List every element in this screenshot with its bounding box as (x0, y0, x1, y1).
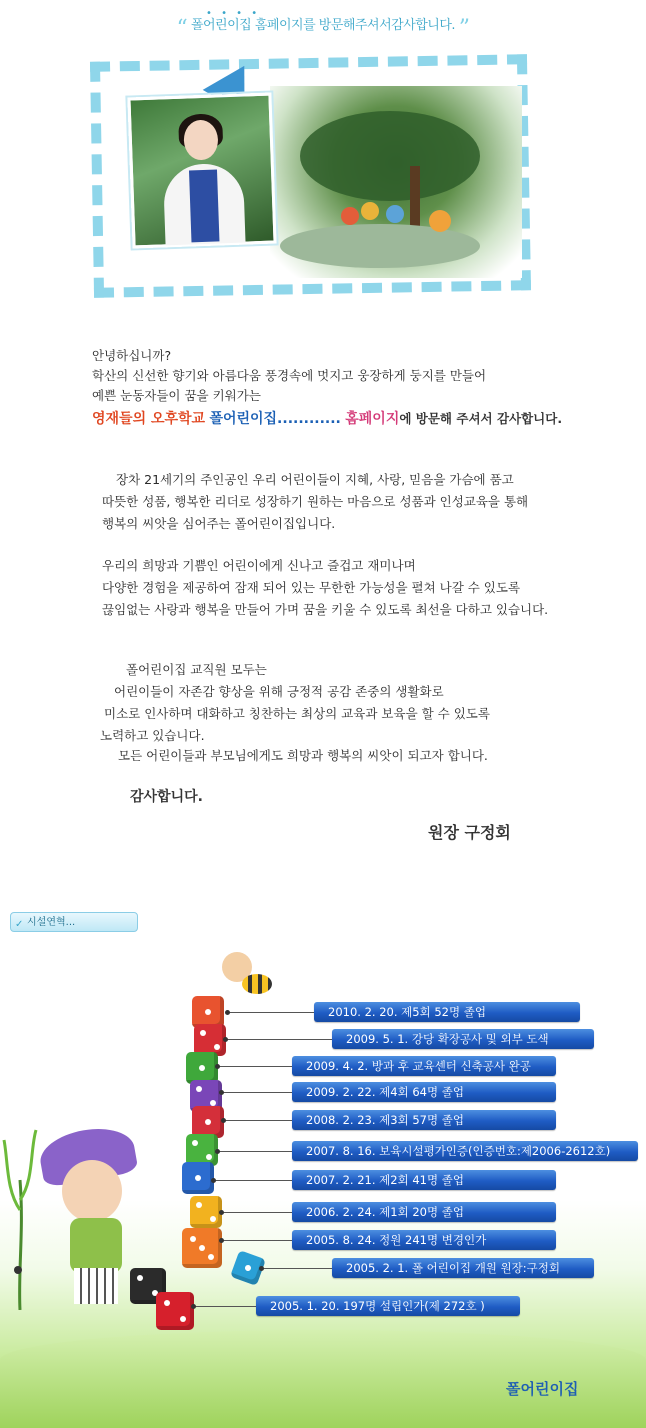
highlight-homepage: 홈페이지 (345, 411, 400, 427)
connector-1 (228, 1012, 314, 1013)
history-item-2: 2009. 5. 1. 강당 확장공사 및 외부 도색 (332, 1029, 594, 1049)
connector-4 (222, 1092, 292, 1093)
banner-title (0, 14, 646, 41)
open-quote-icon: “ (176, 16, 188, 41)
highlight-school: 영재들의 오후학교 (92, 411, 206, 427)
connector-7 (214, 1180, 292, 1181)
greeting-line-1: 안녕하십니까? (92, 348, 172, 363)
history-section-label (10, 912, 138, 932)
photo-face (183, 119, 218, 160)
para3-line-3: 미소로 인사하며 대화하고 칭찬하는 최상의 교육과 보육을 할 수 있도록 (104, 706, 490, 721)
die-orange-big (182, 1228, 222, 1268)
history-item-7: 2007. 2. 21. 제2회 41명 졸업 (292, 1170, 556, 1190)
photo-shirt (189, 169, 219, 242)
para2-line-3: 끊임없는 사랑과 행복을 만들어 가며 꿈을 키울 수 있도록 최선을 다하고 있습니다. (102, 602, 549, 617)
para1-line-2: 따뜻한 성품, 행복한 리더로 성장하기 원하는 마음으로 성품과 인성교육을 통해 (102, 494, 529, 509)
connector-3 (218, 1066, 292, 1067)
garden-illustration (270, 86, 522, 278)
connector-6 (218, 1151, 292, 1152)
greeting-line-3: 예쁜 눈동자들이 꿈을 키워가는 (92, 388, 261, 403)
para3-line-2: 어린이들이 자존감 향상을 위해 긍정적 공감 존중의 생활화로 (114, 684, 444, 699)
kid-body (70, 1218, 122, 1273)
history-item-1: 2010. 2. 20. 제5회 52명 졸업 (314, 1002, 580, 1022)
para2-line-1: 우리의 희망과 기쁨인 어린이에게 신나고 즐겁고 재미나며 (102, 558, 416, 573)
greeting-line-2: 학산의 신선한 향기와 아름다움 풍경속에 멋지고 웅장하게 둥지를 만들어 (92, 368, 487, 383)
history-item-3: 2009. 4. 2. 방과 후 교육센터 신축공사 완공 (292, 1056, 556, 1076)
banner-dots: • • • • (206, 8, 261, 19)
history-item-4: 2009. 2. 22. 제4회 64명 졸업 (292, 1082, 556, 1102)
die-red-big (156, 1292, 194, 1330)
connector-10 (262, 1268, 332, 1269)
plant-illustration (0, 1120, 40, 1310)
history-label-text: 시설연혁... (27, 917, 76, 928)
history-item-6: 2007. 8. 16. 보육시설평가인증(인증번호:제2006-2612호) (292, 1141, 638, 1161)
history-item-8: 2006. 2. 24. 제1회 20명 졸업 (292, 1202, 556, 1222)
connector-9 (222, 1240, 292, 1241)
history-item-5: 2008. 2. 23. 제3회 57명 졸업 (292, 1110, 556, 1130)
para1-line-1: 장차 21세기의 주인공인 우리 어린이들이 지혜, 사랑, 믿음을 가슴에 품고 (116, 472, 514, 487)
para3-line-1: 폴어린이집 교직원 모두는 (126, 662, 267, 677)
banner-title-text: 폴어린이집 홈페이지를 방문해주셔서감사합니다. (190, 18, 456, 33)
para1-line-3: 행복의 씨앗을 심어주는 폴어린이집입니다. (102, 516, 336, 531)
director-photo (127, 93, 276, 249)
history-item-9: 2005. 8. 24. 정원 241명 변경인가 (292, 1230, 556, 1250)
garden-photo (270, 86, 522, 278)
die-yellow (190, 1196, 222, 1228)
connector-5 (224, 1120, 292, 1121)
die-blue (182, 1162, 214, 1194)
para3-line-4: 노력하고 있습니다. (100, 728, 205, 743)
history-item-10: 2005. 2. 1. 폴 어린이집 개원 원장:구정회 (332, 1258, 594, 1278)
para3-line-5: 모든 어린이들과 부모님에게도 희망과 행복의 씨앗이 되고자 합니다. (118, 748, 488, 763)
para2-line-2: 다양한 경험을 제공하여 잠재 되어 있는 무한한 가능성을 펼쳐 나갈 수 있도록 (102, 580, 521, 595)
leaf-icon: ✓ (15, 919, 24, 930)
history-item-11: 2005. 1. 20. 197명 설립인가(제 272호 ) (256, 1296, 520, 1316)
footer-name: 폴어린이집 (506, 1380, 579, 1398)
highlight-suffix: 에 방문해 주셔서 감사합니다. (399, 411, 563, 426)
director-signature: 원장 구정회 (428, 823, 511, 842)
highlight-name: 폴어린이집............ (209, 411, 341, 427)
bee-kid-illustration (214, 948, 268, 1002)
connector-2 (226, 1039, 332, 1040)
close-quote-icon: ” (458, 16, 470, 41)
greeting-highlight (92, 408, 562, 428)
kid-legs (74, 1268, 118, 1304)
bee-body (242, 974, 272, 994)
connector-8 (222, 1212, 292, 1213)
connector-11 (194, 1306, 256, 1307)
kid-face (62, 1160, 122, 1222)
thanks-text: 감사합니다. (130, 789, 203, 805)
